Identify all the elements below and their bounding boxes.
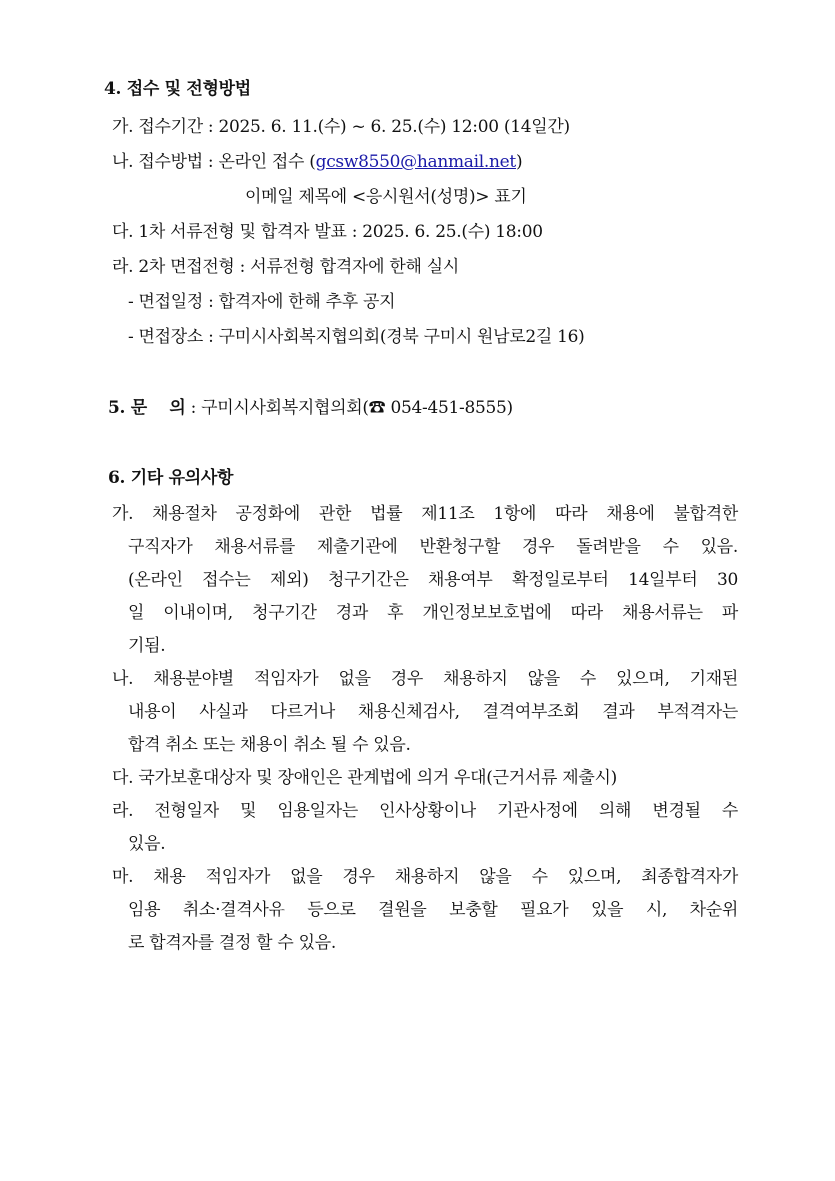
- section-6-da: 다. 국가보훈대상자 및 장애인은 관계법에 의거 우대(근거서류 제출시): [112, 768, 617, 788]
- section-4-item-na: [112, 150, 522, 174]
- section-6-ga-line-3: (온라인 접수는 제외) 청구기간은 채용여부 확정일로부터 14일부터 30: [128, 570, 738, 590]
- section-6-ra-line-2: 있음.: [128, 834, 166, 854]
- section-6-ma-line-3: 로 합격자를 결정 할 수 있음.: [128, 933, 336, 953]
- section-5-text: : 구미시사회복지협의회(☎ 054-451-8555): [185, 398, 513, 418]
- section-6-ma-line-1: 마. 채용 적임자가 없을 경우 채용하지 않을 수 있으며, 최종합격자가: [112, 867, 738, 887]
- section-4-item-ra-sub1: - 면접일정 : 합격자에 한해 추후 공지: [128, 292, 396, 312]
- section-6-ga-line-2: 구직자가 채용서류를 제출기관에 반환청구할 경우 돌려받을 수 있음.: [128, 537, 738, 557]
- section-4-item-ga: 가. 접수기간 : 2025. 6. 11.(수) ~ 6. 25.(수) 12:00 (14일간): [112, 117, 570, 137]
- section-4-item-ra: 라. 2차 면접전형 : 서류전형 합격자에 한해 실시: [112, 257, 459, 277]
- section-6-ga-line-5: 기됨.: [128, 636, 166, 656]
- section-4-item-da: 다. 1차 서류전형 및 합격자 발표 : 2025. 6. 25.(수) 18:00: [112, 222, 543, 242]
- section-4-item-na-sub: 이메일 제목에 <응시원서(성명)> 표기: [245, 187, 527, 207]
- section-4-item-na-suffix: ): [515, 152, 523, 172]
- section-6-ga-line-1: 가. 채용절차 공정화에 관한 법률 제11조 1항에 따라 채용에 불합격한: [112, 504, 738, 524]
- section-4-item-ra-sub2: - 면접장소 : 구미시사회복지협의회(경북 구미시 원남로2길 16): [128, 327, 585, 347]
- section-6-ma-line-2: 임용 취소·결격사유 등으로 결원을 보충할 필요가 있을 시, 차순위: [128, 900, 738, 920]
- section-5: [108, 396, 513, 420]
- section-6-na-line-1: 나. 채용분야별 적임자가 없을 경우 채용하지 않을 수 있으며, 기재된: [112, 669, 738, 689]
- email-link[interactable]: gcsw8550@hanmail.net: [315, 152, 516, 172]
- section-4-heading: 4. 접수 및 전형방법: [104, 79, 251, 99]
- section-6-heading: 6. 기타 유의사항: [108, 468, 234, 488]
- section-4-item-na-prefix: 나. 접수방법 : 온라인 접수 (: [112, 152, 316, 172]
- section-6-na-line-3: 합격 취소 또는 채용이 취소 될 수 있음.: [128, 735, 411, 755]
- section-6-na-line-2: 내용이 사실과 다르거나 채용신체검사, 결격여부조회 결과 부적격자는: [128, 702, 738, 722]
- section-5-heading: 5. 문 의: [108, 398, 186, 418]
- section-6-ra-line-1: 라. 전형일자 및 임용일자는 인사상황이나 기관사정에 의해 변경될 수: [112, 801, 738, 821]
- section-6-ga-line-4: 일 이내이며, 청구기간 경과 후 개인정보보호법에 따라 채용서류는 파: [128, 603, 738, 623]
